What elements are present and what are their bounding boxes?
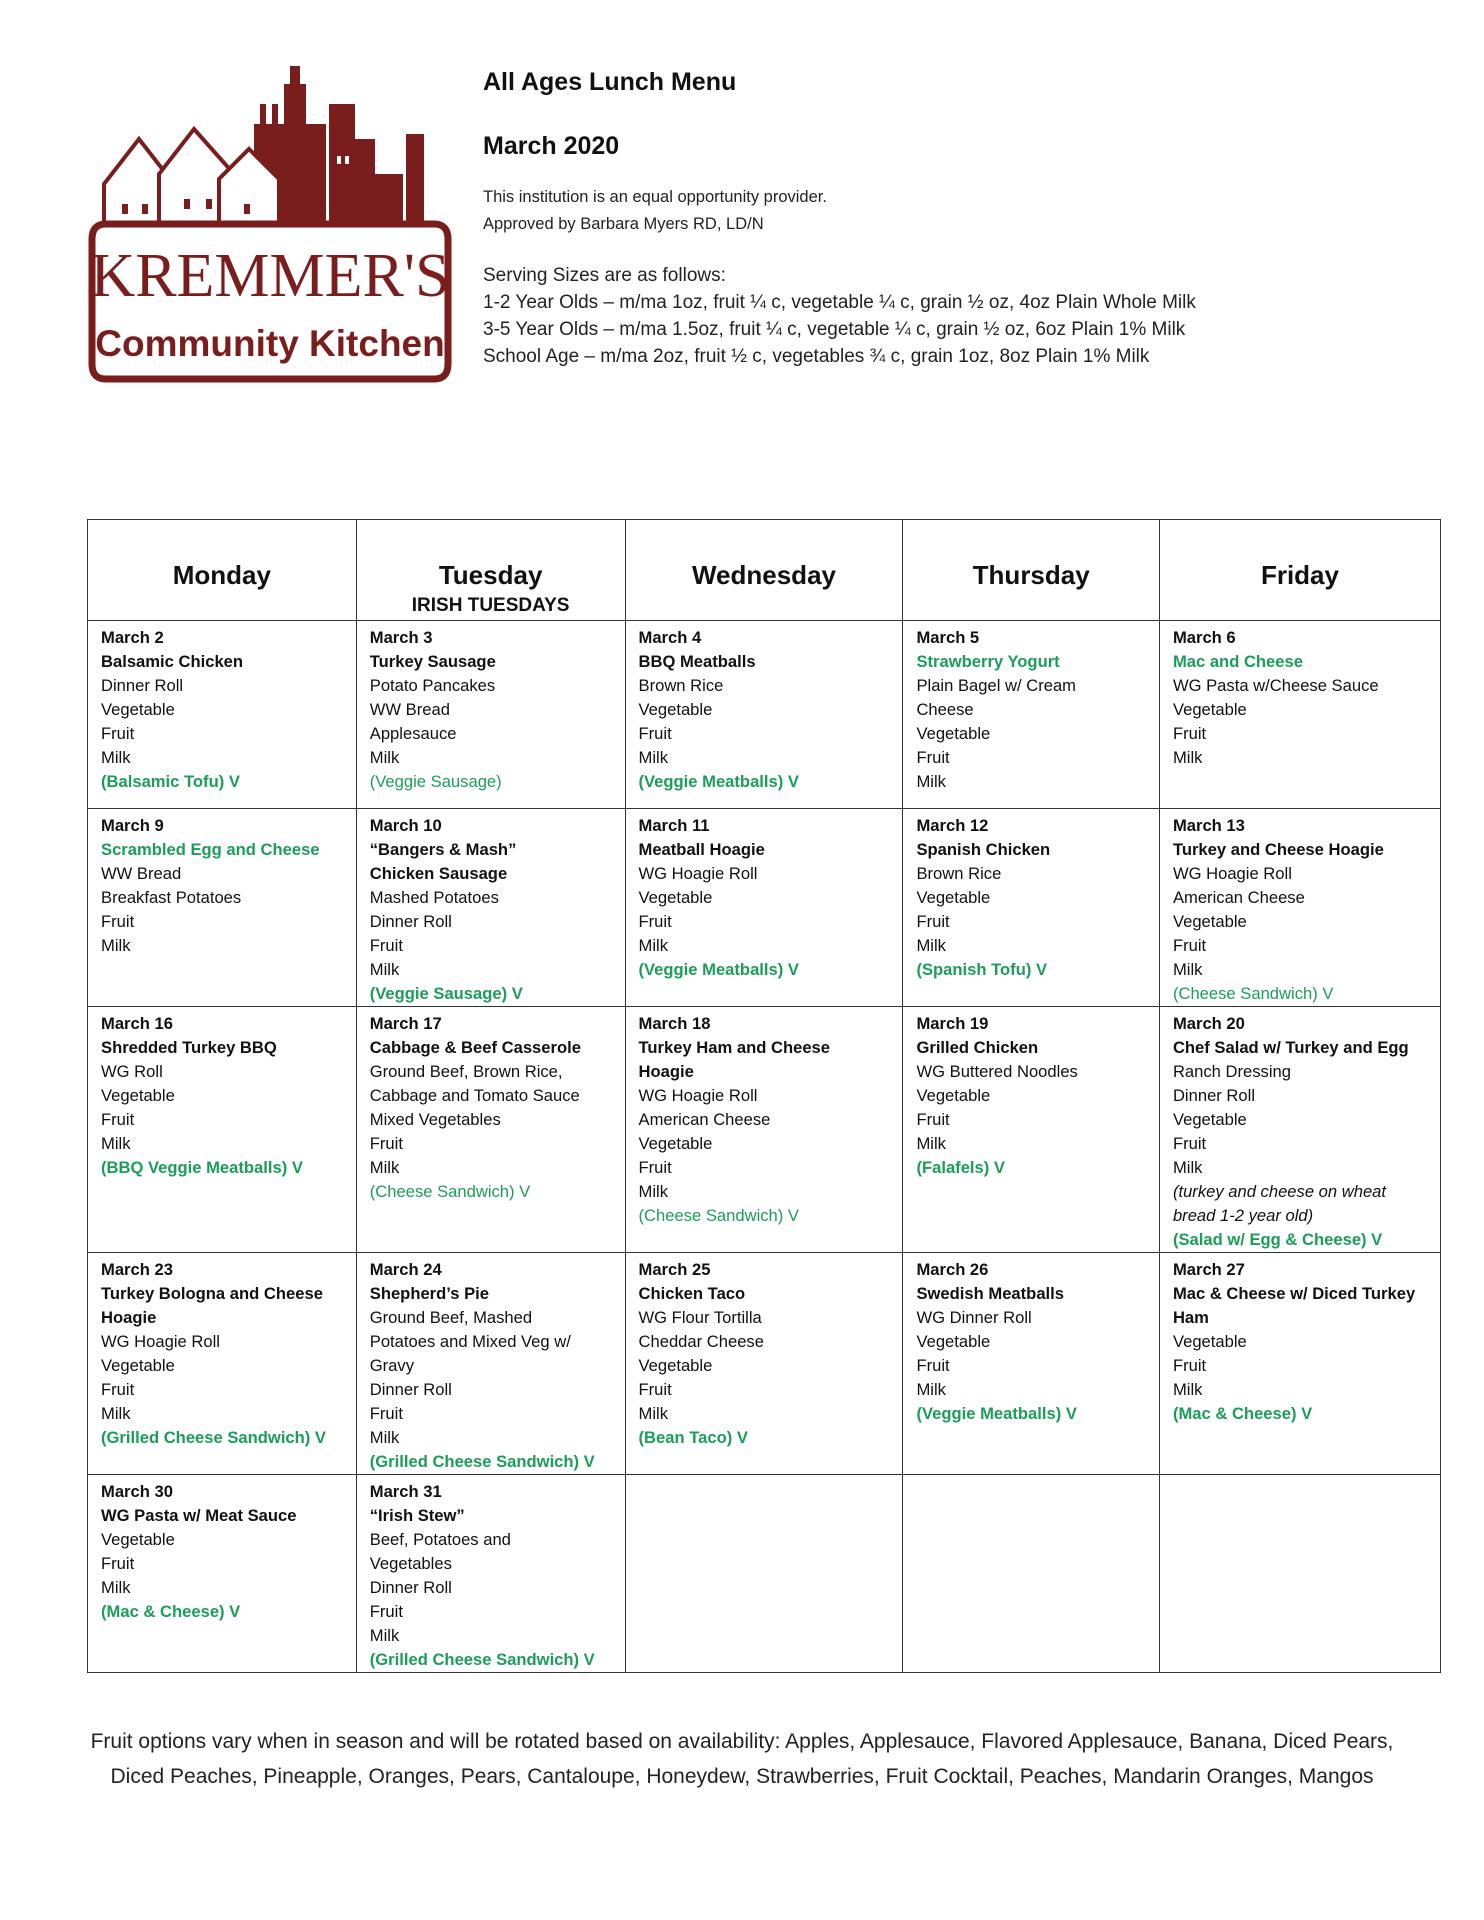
menu-item: Chicken Taco (638, 1284, 746, 1303)
menu-item: Fruit (1172, 1356, 1207, 1375)
menu-item: American Cheese (1172, 888, 1305, 907)
vegetarian-option: (Cheese Sandwich) V (638, 1206, 799, 1225)
menu-item: Milk (1172, 1158, 1203, 1177)
menu-item: Milk (101, 1578, 131, 1597)
day-cell (625, 1253, 903, 1475)
menu-item: Dinner Roll (369, 1380, 452, 1399)
menu-item: Fruit (916, 1110, 950, 1129)
menu-item: Chef Salad w/ Turkey and Egg (1172, 1038, 1409, 1057)
irish-tuesdays-label: IRISH TUESDAYS (411, 595, 570, 616)
menu-item: Milk (916, 1134, 946, 1153)
menu-item: Fruit (101, 1554, 135, 1573)
day-cell (903, 1253, 1159, 1475)
week-row (88, 621, 1441, 809)
day-cell (625, 809, 903, 1007)
menu-item: Milk (369, 1428, 400, 1447)
menu-item: Turkey Bologna and Cheese (101, 1284, 323, 1303)
day-date: March 25 (638, 1260, 711, 1279)
menu-item: Milk (1172, 748, 1203, 767)
menu-item: Vegetable (1172, 700, 1247, 719)
menu-item: Vegetable (101, 1530, 175, 1549)
menu-item: Fruit (101, 1110, 135, 1129)
vegetarian-option: (Veggie Meatballs) V (916, 1404, 1077, 1423)
day-cell (903, 621, 1159, 809)
menu-item: Mixed Vegetables (369, 1110, 501, 1129)
day-cell (356, 1475, 625, 1673)
day-cell (903, 809, 1159, 1007)
menu-item: “Bangers & Mash” (369, 840, 517, 859)
day-date: March 9 (101, 816, 164, 835)
day-date: March 6 (1172, 628, 1236, 647)
day-date: March 3 (369, 628, 433, 647)
vegetarian-option: (Veggie Sausage) V (369, 984, 523, 1003)
menu-item: Fruit (101, 912, 135, 931)
day-cell (88, 1007, 357, 1253)
menu-item: Cabbage and Tomato Sauce (369, 1086, 580, 1105)
menu-item: Hoagie (638, 1062, 694, 1081)
menu-item: Vegetable (916, 1086, 991, 1105)
vegetarian-option: (Spanish Tofu) V (916, 960, 1048, 979)
serving-size-line: 1-2 Year Olds – m/ma 1oz, fruit ¼ c, vegetable ¼ c, grain ½ oz, 4oz Plain Whole Milk (483, 292, 1196, 313)
menu-item: Fruit (916, 912, 950, 931)
week-row (88, 1253, 1441, 1475)
menu-item: Milk (1172, 960, 1203, 979)
menu-item: Fruit (1172, 936, 1207, 955)
day-date: March 23 (101, 1260, 173, 1279)
vegetarian-option: (Mac & Cheese) V (101, 1602, 241, 1621)
menu-item: Applesauce (369, 724, 457, 743)
menu-item: Turkey and Cheese Hoagie (1172, 840, 1384, 859)
day-cell (1159, 809, 1440, 1007)
menu-item: Milk (101, 1134, 131, 1153)
menu-item: Shepherd’s Pie (369, 1284, 490, 1303)
menu-item: Meatball Hoagie (638, 840, 765, 859)
menu-item: Brown Rice (638, 676, 724, 695)
vegetarian-option: (Balsamic Tofu) V (101, 772, 240, 791)
menu-item: Vegetable (1172, 912, 1247, 931)
menu-item: “Irish Stew” (369, 1506, 465, 1525)
menu-item: Vegetable (916, 724, 991, 743)
menu-item: Ground Beef, Mashed (369, 1308, 533, 1327)
vegetarian-option: Mac and Cheese (1172, 652, 1303, 671)
equal-opportunity-note: This institution is an equal opportunity provider. (483, 188, 827, 206)
menu-item: WW Bread (369, 700, 450, 719)
day-cell (1159, 621, 1440, 809)
logo-word-top: KREMMER'S (90, 242, 450, 310)
day-cell (356, 809, 625, 1007)
menu-item: Cheese (916, 700, 974, 719)
day-date: March 12 (916, 816, 989, 835)
menu-item: WG Pasta w/ Meat Sauce (101, 1506, 297, 1525)
menu-item: Milk (101, 1404, 131, 1423)
menu-item: Fruit (369, 936, 403, 955)
kremmers-logo (84, 64, 456, 394)
menu-item: Fruit (638, 724, 672, 743)
menu-item: Milk (916, 936, 946, 955)
vegetarian-option: (Veggie Meatballs) V (638, 772, 799, 791)
menu-item: Milk (369, 1158, 400, 1177)
day-header-thursday: Thursday (903, 520, 1159, 621)
day-cell (1159, 1475, 1440, 1673)
menu-item: WW Bread (101, 864, 182, 883)
day-date: March 18 (638, 1014, 711, 1033)
menu-month: March 2020 (483, 132, 620, 160)
serving-size-line: School Age – m/ma 2oz, fruit ½ c, vegetables ¾ c, grain 1oz, 8oz Plain 1% Milk (483, 346, 1150, 367)
day-cell (88, 1475, 357, 1673)
menu-item: Balsamic Chicken (101, 652, 244, 671)
menu-item: American Cheese (638, 1110, 771, 1129)
menu-item: Hoagie (101, 1308, 157, 1327)
vegetarian-option: (Falafels) V (916, 1158, 1005, 1177)
menu-item: WG Dinner Roll (916, 1308, 1032, 1327)
menu-item: Fruit (916, 748, 950, 767)
menu-item: Fruit (638, 912, 672, 931)
menu-item: WG Pasta w/Cheese Sauce (1172, 676, 1379, 695)
menu-item: Milk (638, 1404, 668, 1423)
menu-item: Fruit (916, 1356, 950, 1375)
day-date: March 10 (369, 816, 442, 835)
vegetarian-option: (Veggie Meatballs) V (638, 960, 799, 979)
menu-item: WG Hoagie Roll (638, 864, 758, 883)
menu-item: Milk (916, 1380, 946, 1399)
menu-item: Brown Rice (916, 864, 1002, 883)
menu-item: Spanish Chicken (916, 840, 1051, 859)
day-date: March 30 (101, 1482, 173, 1501)
menu-item: Vegetable (101, 1086, 175, 1105)
menu-item: Swedish Meatballs (916, 1284, 1064, 1303)
menu-item: Cabbage & Beef Casserole (369, 1038, 581, 1057)
day-date: March 4 (638, 628, 702, 647)
serving-sizes-title: Serving Sizes are as follows: (483, 265, 726, 286)
day-date: March 31 (369, 1482, 442, 1501)
day-cell (1159, 1007, 1440, 1253)
menu-table (87, 519, 1441, 1673)
day-header-row (88, 520, 1441, 621)
menu-item: Vegetable (101, 1356, 175, 1375)
vegetarian-option: (Grilled Cheese Sandwich) V (369, 1650, 595, 1669)
menu-item: Cheddar Cheese (638, 1332, 764, 1351)
menu-item: WG Hoagie Roll (101, 1332, 220, 1351)
menu-item: Shredded Turkey BBQ (101, 1038, 277, 1057)
day-header-monday: Monday (88, 520, 357, 621)
menu-item: Milk (916, 772, 946, 791)
menu-item: Ranch Dressing (1172, 1062, 1291, 1081)
week-row (88, 1475, 1441, 1673)
menu-item: Milk (638, 748, 668, 767)
menu-item: Vegetable (1172, 1110, 1247, 1129)
menu-item: Dinner Roll (1172, 1086, 1256, 1105)
menu-item: Fruit (369, 1134, 403, 1153)
menu-item: WG Buttered Noodles (916, 1062, 1078, 1081)
menu-item: Potato Pancakes (369, 676, 496, 695)
day-cell (625, 1007, 903, 1253)
menu-item: Fruit (101, 1380, 135, 1399)
day-date: March 27 (1172, 1260, 1245, 1279)
menu-item: Ham (1172, 1308, 1209, 1327)
menu-item: Milk (369, 960, 400, 979)
menu-item: WG Roll (101, 1062, 163, 1081)
day-date: March 26 (916, 1260, 989, 1279)
menu-item: Turkey Sausage (369, 652, 496, 671)
menu-item: Milk (638, 936, 668, 955)
week-row (88, 1007, 1441, 1253)
day-date: March 11 (638, 816, 710, 835)
menu-item: Milk (101, 936, 131, 955)
vegetarian-option: (Veggie Sausage) (369, 772, 502, 791)
vegetarian-option: (Grilled Cheese Sandwich) V (101, 1428, 326, 1447)
menu-item: Fruit (369, 1404, 403, 1423)
menu-item: Vegetable (101, 700, 175, 719)
menu-item: Fruit (369, 1602, 403, 1621)
day-date: March 20 (1172, 1014, 1245, 1033)
vegetarian-option: Strawberry Yogurt (916, 652, 1060, 671)
menu-item: Vegetable (638, 1134, 713, 1153)
menu-item: Milk (638, 1182, 668, 1201)
menu-item: Vegetable (638, 1356, 713, 1375)
day-date: March 16 (101, 1014, 173, 1033)
day-header-tuesday: Tuesday IRISH TUESDAYS (356, 520, 625, 621)
day-cell (88, 809, 357, 1007)
menu-item: Milk (369, 748, 400, 767)
menu-item: Milk (369, 1626, 400, 1645)
menu-item: Vegetable (1172, 1332, 1247, 1351)
menu-header (483, 64, 1443, 370)
menu-item: Ground Beef, Brown Rice, (369, 1062, 563, 1081)
day-cell (356, 621, 625, 809)
menu-item: Milk (101, 748, 131, 767)
menu-title: All Ages Lunch Menu (483, 68, 737, 96)
day-date: March 5 (916, 628, 980, 647)
menu-item: Vegetables (369, 1554, 452, 1573)
week-row (88, 809, 1441, 1007)
menu-item: Plain Bagel w/ Cream (916, 676, 1077, 695)
day-header-friday: Friday (1159, 520, 1440, 621)
day-header-wednesday: Wednesday (625, 520, 903, 621)
day-date: March 2 (101, 628, 164, 647)
approval-note: Approved by Barbara Myers RD, LD/N (483, 215, 764, 233)
vegetarian-option: Scrambled Egg and Cheese (101, 840, 320, 859)
vegetarian-option: (Cheese Sandwich) V (1172, 984, 1334, 1003)
menu-item: Breakfast Potatoes (101, 888, 242, 907)
vegetarian-option: (Salad w/ Egg & Cheese) V (1172, 1230, 1383, 1249)
vegetarian-option: (BBQ Veggie Meatballs) V (101, 1158, 303, 1177)
menu-item: Beef, Potatoes and (369, 1530, 511, 1549)
day-cell (356, 1253, 625, 1475)
day-cell (903, 1475, 1159, 1673)
menu-item: bread 1-2 year old) (1172, 1206, 1314, 1225)
menu-item: BBQ Meatballs (638, 652, 756, 671)
day-cell (88, 621, 357, 809)
day-cell (903, 1007, 1159, 1253)
menu-item: Vegetable (916, 888, 991, 907)
day-cell (625, 1475, 903, 1673)
vegetarian-option: (Mac & Cheese) V (1172, 1404, 1313, 1423)
menu-item: Grilled Chicken (916, 1038, 1039, 1057)
menu-item: Fruit (638, 1158, 672, 1177)
day-cell (356, 1007, 625, 1253)
menu-item: WG Hoagie Roll (1172, 864, 1292, 883)
menu-item: Gravy (369, 1356, 415, 1375)
menu-item: Potatoes and Mixed Veg w/ (369, 1332, 571, 1351)
menu-item: Turkey Ham and Cheese (638, 1038, 831, 1057)
menu-item: Fruit (1172, 1134, 1207, 1153)
day-date: March 13 (1172, 816, 1245, 835)
menu-item: Milk (1172, 1380, 1203, 1399)
day-cell (1159, 1253, 1440, 1475)
serving-size-line: 3-5 Year Olds – m/ma 1.5oz, fruit ¼ c, vegetable ¼ c, grain ½ oz, 6oz Plain 1% Milk (483, 319, 1186, 340)
vegetarian-option: (Grilled Cheese Sandwich) V (369, 1452, 595, 1471)
day-date: March 19 (916, 1014, 989, 1033)
logo-word-bottom: Community Kitchen (95, 323, 445, 364)
menu-item: Fruit (101, 724, 135, 743)
day-cell (88, 1253, 357, 1475)
day-cell (625, 621, 903, 809)
day-date: March 17 (369, 1014, 442, 1033)
menu-item: WG Flour Tortilla (638, 1308, 762, 1327)
vegetarian-option: (Cheese Sandwich) V (369, 1182, 531, 1201)
vegetarian-option: (Bean Taco) V (638, 1428, 748, 1447)
menu-item: Fruit (638, 1380, 672, 1399)
menu-item: Chicken Sausage (369, 864, 508, 883)
menu-item: Mac & Cheese w/ Diced Turkey (1172, 1284, 1416, 1303)
fruit-options-note: Fruit options vary when in season and will be rotated based on availability: Apples, Applesauce, Flavored Applesauce, Banana, Diced Pears, Diced Peaches, Pineapple, Oranges, Pears, Cantaloupe, Honeydew, Strawberries, Fruit Cocktail, Peaches, Mandarin Oranges, Mangos (90, 1730, 1394, 1788)
menu-item: WG Hoagie Roll (638, 1086, 758, 1105)
menu-item: Fruit (1172, 724, 1207, 743)
menu-item: Vegetable (638, 888, 713, 907)
day-date: March 24 (369, 1260, 442, 1279)
menu-item: (turkey and cheese on wheat (1172, 1182, 1387, 1201)
menu-item: Vegetable (638, 700, 713, 719)
menu-item: Mashed Potatoes (369, 888, 499, 907)
menu-item: Vegetable (916, 1332, 991, 1351)
menu-item: Dinner Roll (369, 912, 452, 931)
menu-item: Dinner Roll (369, 1578, 452, 1597)
menu-item: Dinner Roll (101, 676, 184, 695)
